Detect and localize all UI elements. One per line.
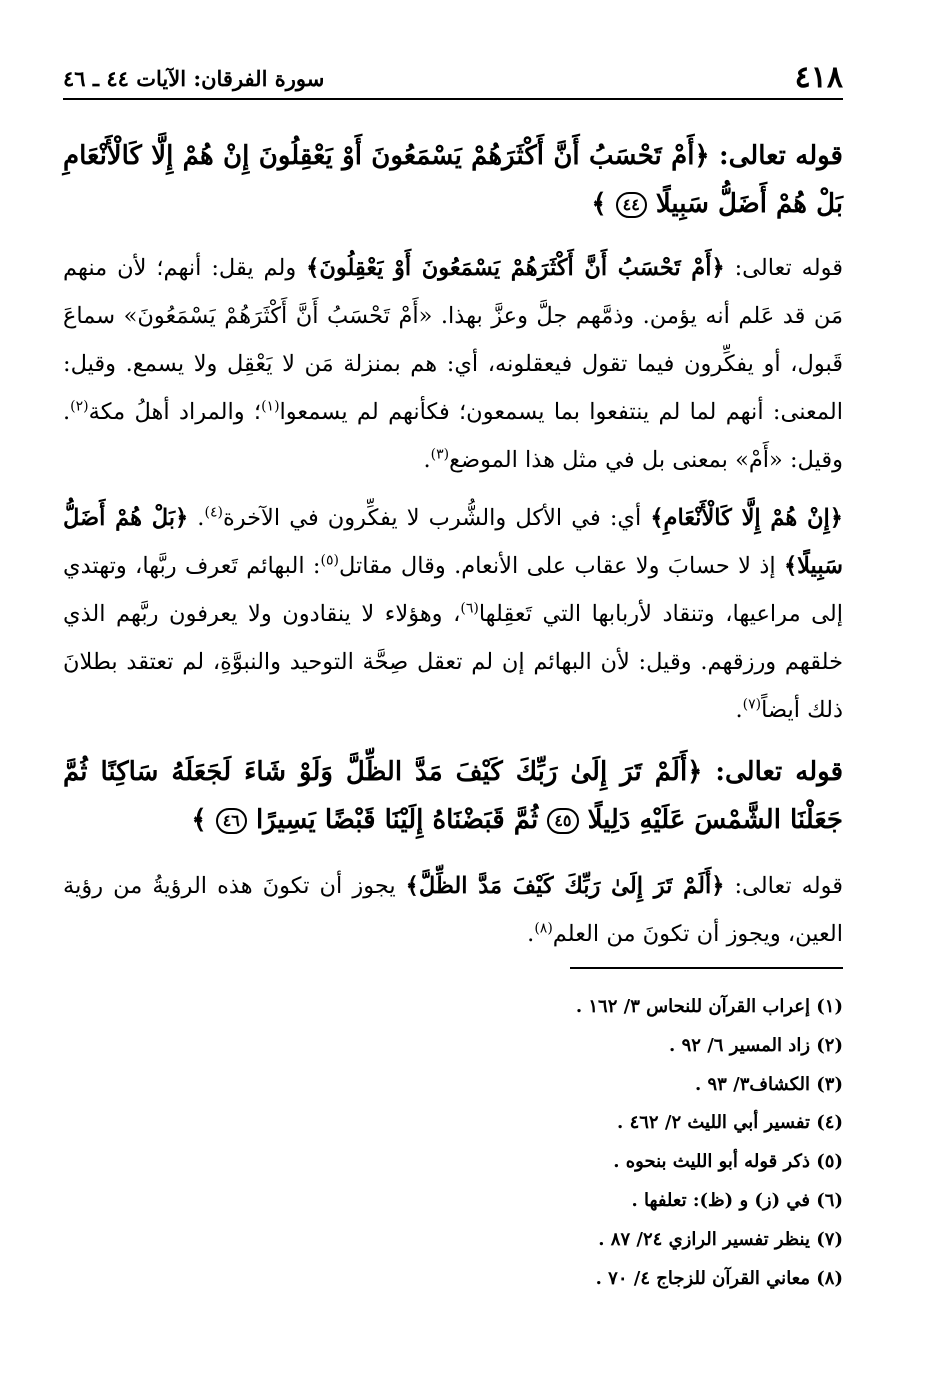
running-head: سورة الفرقان: الآيات ٤٤ ـ ٤٦ bbox=[63, 66, 325, 91]
commentary-text: ولم يقل: أنهم؛ لأن منهم مَن قد عَلم أنه يؤمن. وذمَّهم جلَّ وعزَّ بهذا. «أَمْ تَحْسَبُ أَنَّ أَكْثَرَهُمْ يَسْمَعُونَ» سماعَ قَبول، أو يفكِّرون فيما تقول فيعقلونه، أي: هم بمنزلة مَن لا يَعْقِل ولا يسمع. وقيل: المعنى: أنهم لما لم ينتفعوا بما يسمعون؛ فكأنهم لم يسمعوا bbox=[63, 255, 843, 425]
commentary-text: ، وهؤلاء لا ينقادون ولا يعرفون ربَّهم الذي خلقهم ورزقهم. وقيل: لأن البهائم إن لم تعقل صِحَّة التوحيد والنبوَّةِ، لم تعتقد بطلانَ ذلك أيضاً bbox=[63, 601, 843, 723]
footnote-ref: (٦) bbox=[460, 600, 479, 617]
footnote-ref: (٧) bbox=[742, 696, 762, 713]
verse-45-46-heading bbox=[63, 748, 843, 844]
ayah-number-marker: ٤٤ bbox=[616, 192, 647, 218]
commentary-text: . bbox=[423, 447, 431, 473]
footnote-ref: (٨) bbox=[534, 920, 553, 937]
quran-quote: ﴿إِنْ هُمْ إِلَّا كَالْأَنْعَامِ﴾ bbox=[650, 505, 843, 531]
verse-44-heading bbox=[63, 132, 843, 228]
footnote-item: (٤) تفسير أبي الليث ٢/ ٤٦٢ . bbox=[617, 1112, 843, 1134]
footnote-item: (٥) ذكر قوله أبو الليث بنحوه . bbox=[613, 1151, 843, 1173]
commentary-text: يجوز أن تكونَ هذه الرؤيةُ من رؤية العين، ويجوز أن تكونَ من العلم bbox=[63, 873, 843, 947]
footnote-item: (٣) الكشاف٣/ ٩٣ . bbox=[694, 1073, 843, 1095]
commentary-paragraph-3 bbox=[63, 862, 843, 958]
footnote-ref: (٢) bbox=[70, 398, 89, 415]
verse-label: قوله تعالى: bbox=[715, 757, 843, 787]
page-header bbox=[63, 58, 843, 100]
footnote-ref: (٤) bbox=[204, 504, 223, 521]
commentary-text: . bbox=[527, 921, 535, 947]
footnote-item: (١) إعراب القرآن للنحاس ٣/ ١٦٢ . bbox=[575, 996, 843, 1017]
commentary-text: : البهائم تَعرف ربَّها، وتهتدي إلى مراعيها، وتنقاد لأربابها التي تَعقِلها bbox=[63, 553, 843, 627]
footnotes-list bbox=[200, 988, 843, 1298]
ayah-number-marker: ٤٥ bbox=[547, 808, 578, 834]
verse-label: قوله تعالى: bbox=[719, 141, 843, 171]
footnote-item: (٧) ينظر تفسير الرازي ٢٤/ ٨٧ . bbox=[598, 1228, 843, 1250]
quran-quote: ﴿أَمْ تَحْسَبُ أَنَّ أَكْثَرَهُمْ يَسْمَعُونَ أَوْ يَعْقِلُونَ﴾ bbox=[306, 255, 725, 281]
footnote-item: (٢) زاد المسير ٦/ ٩٢ . bbox=[669, 1034, 843, 1056]
footnote-ref: (٣) bbox=[430, 446, 450, 463]
paragraph-lead: قوله تعالى: bbox=[734, 255, 843, 281]
commentary-text: إذ لا حسابَ ولا عقاب على الأنعام. وقال مقاتل bbox=[338, 553, 784, 579]
ayah-number-marker: ٤٦ bbox=[216, 808, 247, 834]
commentary-paragraph-1 bbox=[63, 244, 843, 484]
commentary-text: . bbox=[735, 697, 743, 723]
quran-text: ﴿أَلَمْ تَرَ إِلَىٰ رَبِّكَ كَيْفَ مَدَّ الظِّلَّ وَلَوْ شَاءَ لَجَعَلَهُ سَاكِنًا ثُمَّ جَعَلْنَا الشَّمْسَ عَلَيْهِ دَلِيلًا bbox=[63, 757, 843, 835]
commentary-paragraph-2 bbox=[63, 494, 843, 734]
quran-text: ﴿أَمْ تَحْسَبُ أَنَّ أَكْثَرَهُمْ يَسْمَعُونَ أَوْ يَعْقِلُونَ إِنْ هُمْ إِلَّا كَالْأَنْعَامِ بَلْ هُمْ أَضَلُّ سَبِيلًا bbox=[63, 141, 843, 219]
closing-bracket: ﴾ bbox=[591, 189, 607, 219]
quran-quote: ﴿بَلْ هُمْ أَضَلُّ سَبِيلًا﴾ bbox=[63, 505, 843, 579]
footnote-separator bbox=[570, 967, 843, 969]
closing-bracket: ﴾ bbox=[191, 805, 207, 835]
paragraph-lead: قوله تعالى: bbox=[734, 873, 843, 899]
commentary-text: ؛ والمراد أهلُ مكة bbox=[88, 399, 262, 425]
commentary-text: . bbox=[188, 505, 205, 531]
footnote-item: (٨) معاني القرآن للزجاج ٤/ ٧٠ . bbox=[595, 1267, 843, 1289]
commentary-text: . وقيل: «أَمْ» بمعنى بل في مثل هذا الموضع bbox=[63, 399, 843, 473]
footnote-ref: (١) bbox=[261, 398, 280, 415]
footnote-item: (٦) في (ز) و (ظ): تعلفها . bbox=[631, 1189, 843, 1211]
page-number: ٤١٨ bbox=[794, 60, 843, 95]
footnote-ref: (٥) bbox=[320, 552, 339, 569]
quran-text: ثُمَّ قَبَضْنَاهُ إِلَيْنَا قَبْضًا يَسِيرًا bbox=[255, 805, 539, 835]
commentary-text: أي: في الأكل والشُّرب لا يفكِّرون في الآخرة bbox=[222, 505, 651, 531]
quran-quote: ﴿أَلَمْ تَرَ إِلَىٰ رَبِّكَ كَيْفَ مَدَّ الظِّلَّ﴾ bbox=[405, 873, 725, 899]
